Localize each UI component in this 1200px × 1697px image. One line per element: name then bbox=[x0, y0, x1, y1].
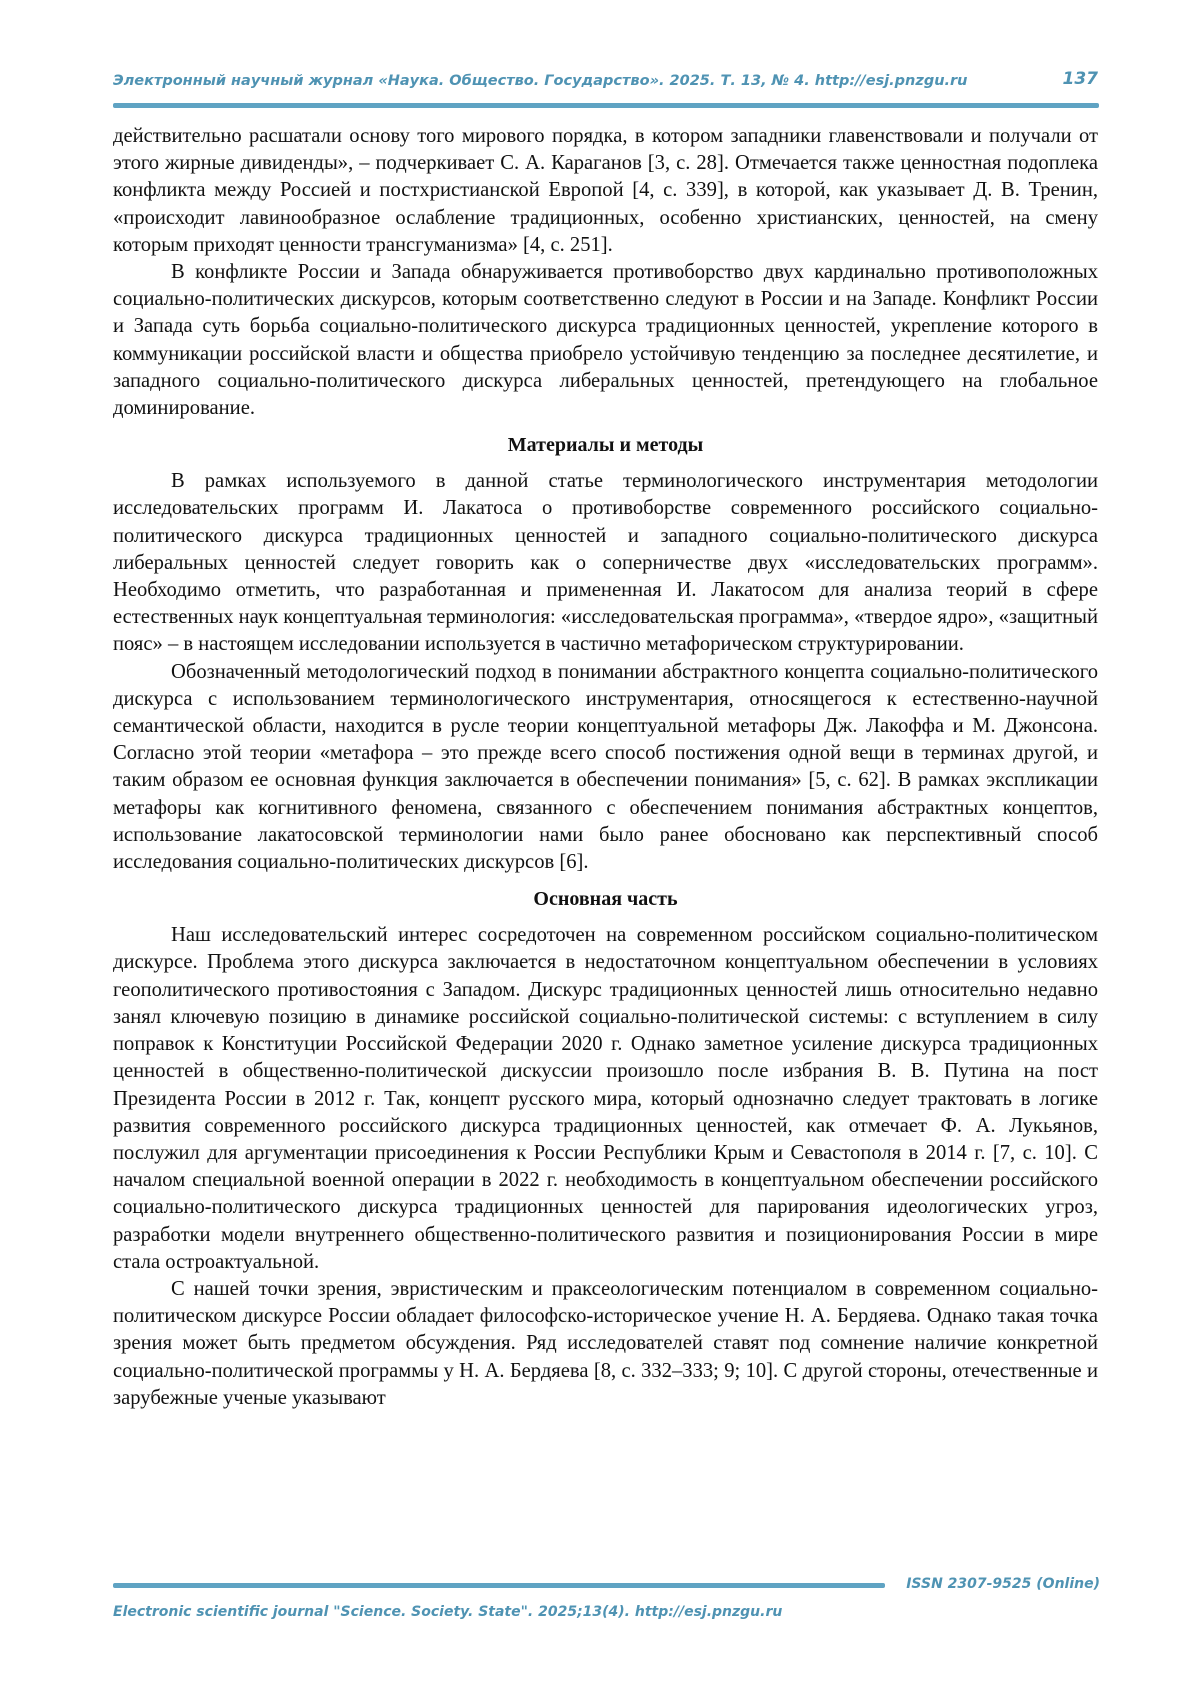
header-divider bbox=[113, 103, 1099, 108]
paragraph: В конфликте России и Запада обнаруживается противоборство двух кардинально противоположных социально-политических дискурсов, которым соответственно следуют в России и на Западе. Конфликт России и Запада суть борьба социально-политического дискурса традиционных ценностей, укрепление которого в коммуникации российской власти и общества приобрело устойчивую тенденцию за последнее десятилетие, и западного социально-политического дискурса либеральных ценностей, претендующего на глобальное доминирование. bbox=[113, 261, 1098, 420]
paragraph: С нашей точки зрения, эвристическим и праксеологическим потенциалом в современном социально-политическом дискурсе России обладает философско-историческое учение Н. А. Бердяева. Однако такая точка зрения может быть предметом обсуждения. Ряд исследователей ставят под сомнение наличие конкретной социально-политической программы у Н. А. Бердяева [8, с. 332–333; 9; 10]. С другой стороны, отечественные и зарубежные ученые указывают bbox=[113, 1277, 1098, 1409]
journal-header-title: Электронный научный журнал «Наука. Общество. Государство». 2025. Т. 13, № 4. http://esj.pnzgu.ru bbox=[113, 73, 968, 89]
paragraph: действительно расшатали основу того мирового порядка, в котором западники главенствовали и получали от этого жирные дивиденды», – подчеркивает С. А. Караганов [3, с. 28]. Отмечается также ценностная подоплека конфликта между Россией и постхристианской Европой [4, с. 339], в которой, как указывает Д. В. Тренин, «происходит лавинообразное ослабление традиционных, особенно христианских, ценностей, на смену которым приходят ценности трансгуманизма» [4, с. 251]. bbox=[113, 125, 1098, 256]
page-number: 137 bbox=[1062, 69, 1098, 89]
article-body bbox=[113, 123, 1098, 1412]
paragraph: В рамках используемого в данной статье терминологического инструментария методологии исследовательских программ И. Лакатоса о противоборстве современного российского социально-политического дискурса традиционных ценностей и западного социально-политического дискурса либеральных ценностей следует говорить как о соперничестве двух «исследовательских программ». Необходимо отметить, что разработанная и примененная И. Лакатосом для анализа теорий в сфере естественных наук концептуальная терминология: «исследовательская программа», «твердое ядро», «защитный пояс» – в настоящем исследовании используется в частично метафорическом структурировании. bbox=[113, 470, 1098, 656]
paragraph: Обозначенный методологический подход в понимании абстрактного концепта социально-политического дискурса с использованием терминологического инструментария, относящегося к естественно-научной семантической области, находится в русле теории концептуальной метафоры Дж. Лакоффа и М. Джонсона. Согласно этой теории «метафора – это прежде всего способ постижения одной вещи в терминах другой, и таким образом ее основная функция заключается в обеспечении понимания» [5, с. 62]. В рамках экспликации метафоры как когнитивного феномена, связанного с обеспечением понимания абстрактных концептов, использование лакатосовской терминологии нами было ранее обосновано как перспективный способ исследования социально-политических дискурсов [6]. bbox=[113, 660, 1098, 874]
footer-divider bbox=[113, 1583, 885, 1588]
journal-footer-title: Electronic scientific journal "Science. Society. State". 2025;13(4). http://esj.pnzgu.ru bbox=[113, 1604, 783, 1620]
paragraph: Наш исследовательский интерес сосредоточен на современном российском социально-политическом дискурсе. Проблема этого дискурса заключается в недостаточном концептуальном обеспечении в условиях геополитического противостояния с Западом. Дискурс традиционных ценностей лишь относительно недавно занял ключевую позицию в динамике российской социально-политической системы: с вступлением в силу поправок к Конституции Российской Федерации 2020 г. Однако заметное усиление дискурса традиционных ценностей в общественно-политической дискуссии произошло после избрания В. В. Путина на пост Президента России в 2012 г. Так, концепт русского мира, который однозначно следует трактовать в логике развития современного российского дискурса традиционных ценностей, как отмечает Ф. А. Лукьянов, послужил для аргументации присоединения к России Республики Крым и Севастополя в 2014 г. [7, с. 10]. С началом специальной военной операции в 2022 г. необходимость в концептуальном обеспечении российского социально-политического дискурса традиционных ценностей для парирования идеологических угроз, разработки модели внутреннего общественно-политического развития и позиционирования России в мире стала остроактуальной. bbox=[113, 924, 1098, 1273]
section-heading-methods: Материалы и методы bbox=[507, 434, 704, 457]
section-heading-main: Основная часть bbox=[533, 888, 678, 911]
issn-label: ISSN 2307-9525 (Online) bbox=[906, 1576, 1100, 1592]
